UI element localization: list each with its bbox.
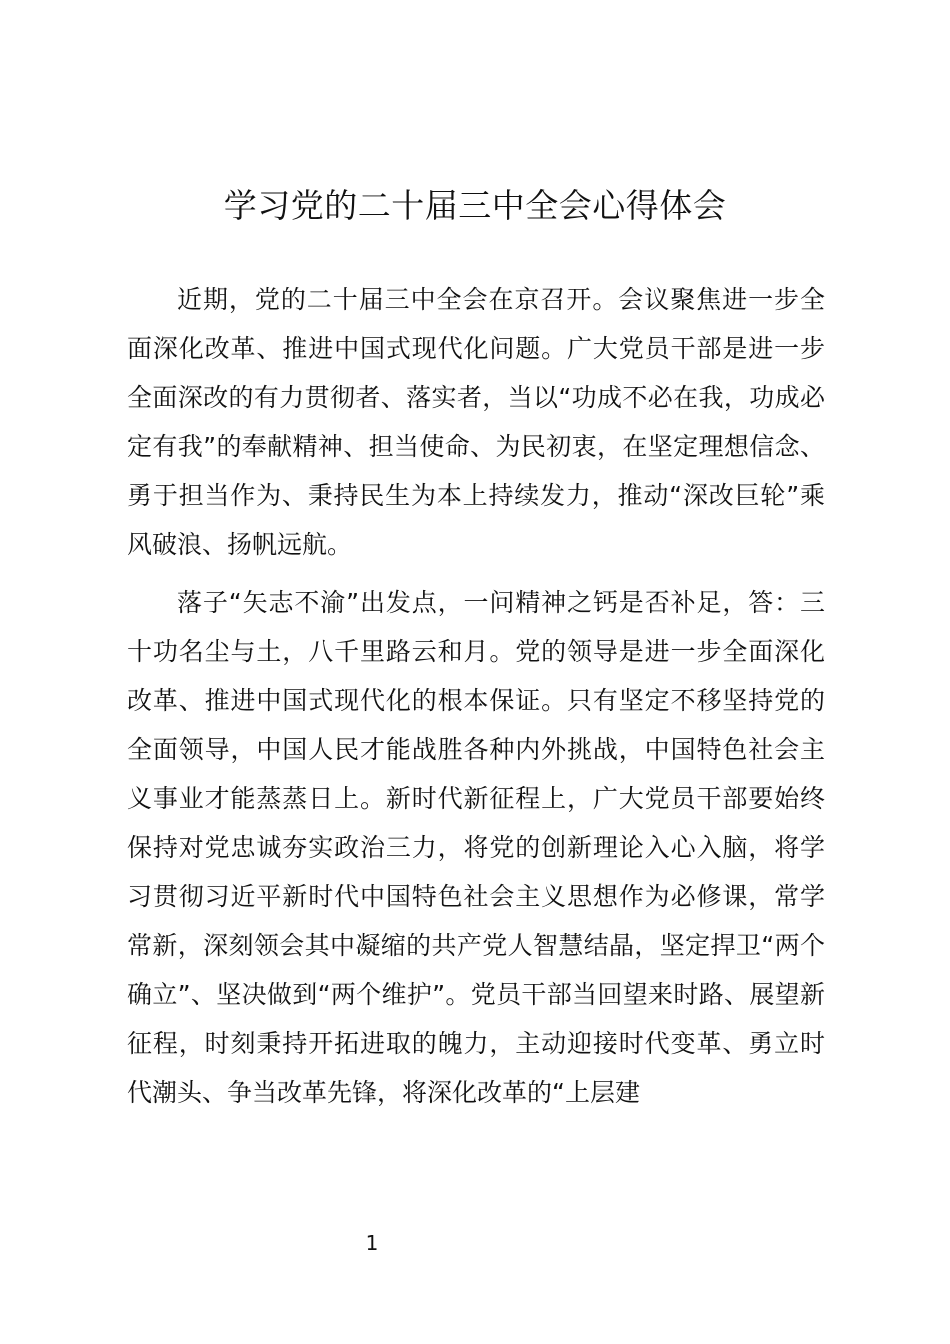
document-title: 学习党的二十届三中全会心得体会 — [223, 186, 727, 225]
paragraph-1: 近期，党的二十届三中全会在京召开。会议聚焦进一步全面深化改革、推进中国式现代化问题。广大党员干部是进一步全面深改的有力贯彻者、落实者，当以“功成不必在我，功成必定有我”的奉献精神、担当使命、为民初衷，在坚定理想信念、勇于担当作为、秉持民生为本上持续发力，推动“深改巨轮”乘风破浪、扬帆远航。 — [127, 285, 825, 559]
document-body — [127, 275, 825, 1126]
paragraph-2: 落子“矢志不渝”出发点，一问精神之钙是否补足，答：三十功名尘与土，八千里路云和月。党的领导是进一步全面深化改革、推进中国式现代化的根本保证。只有坚定不移坚持党的全面领导，中国人民才能战胜各种内外挑战，中国特色社会主义事业才能蒸蒸日上。新时代新征程上，广大党员干部要始终保持对党忠诚夯实政治三力，将党的创新理论入心入脑，将学习贯彻习近平新时代中国特色社会主义思想作为必修课，常学常新，深刻领会其中凝缩的共产党人智慧结晶，坚定捍卫“两个确立”、坚决做到“两个维护”。党员干部当回望来时路、展望新征程，时刻秉持开拓进取的魄力，主动迎接时代变革、勇立时代潮头、争当改革先锋，将深化改革的“上层建 — [127, 588, 825, 1107]
page-number: 1 — [365, 1231, 379, 1255]
